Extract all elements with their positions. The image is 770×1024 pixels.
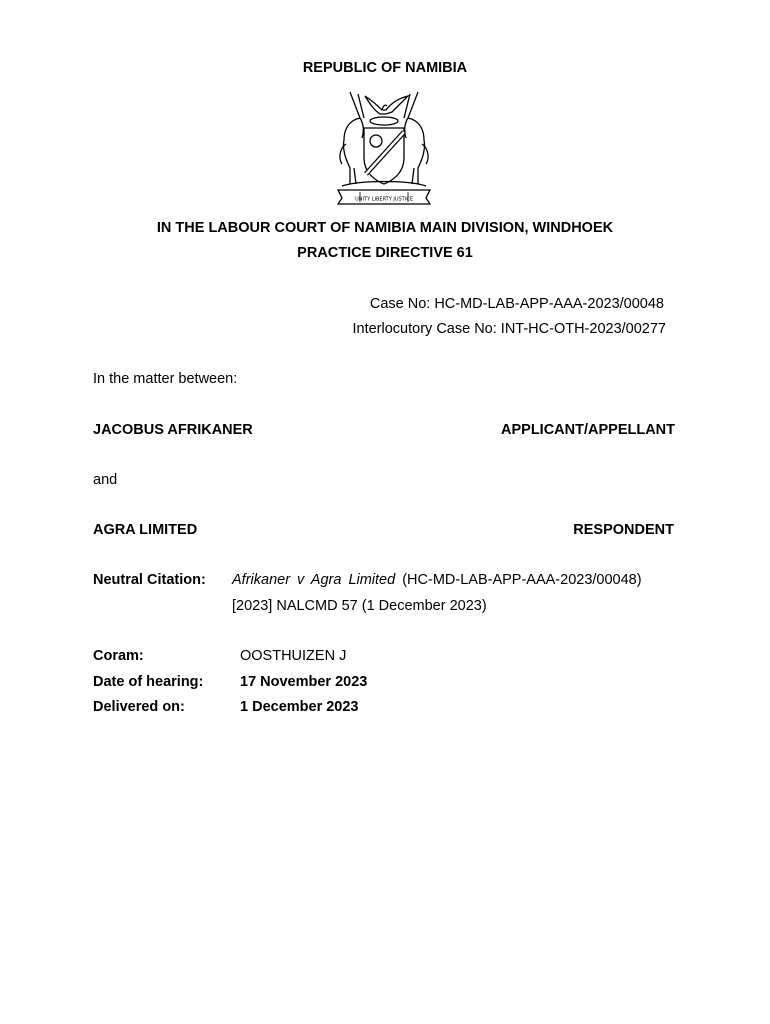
respondent-role: RESPONDENT <box>573 522 674 538</box>
respondent-name: AGRA LIMITED <box>93 522 198 538</box>
hearing-date-value: 17 November 2023 <box>240 674 368 690</box>
delivered-label: Delivered on: <box>93 699 185 715</box>
matter-intro: In the matter between: <box>93 371 238 387</box>
applicant-name: JACOBUS AFRIKANER <box>93 422 253 438</box>
coram-label: Coram: <box>93 648 144 664</box>
citation-case-ref: (HC-MD-LAB-APP-AAA-2023/00048) <box>395 572 642 588</box>
hearing-date-label: Date of hearing: <box>93 674 204 690</box>
citation-line-2: [2023] NALCMD 57 (1 December 2023) <box>232 598 487 614</box>
case-number: Case No: HC-MD-LAB-APP-AAA-2023/00048 <box>369 296 664 312</box>
coat-of-arms-icon <box>320 88 448 208</box>
republic-heading: REPUBLIC OF NAMIBIA <box>302 60 468 76</box>
citation-label: Neutral Citation: <box>93 572 206 588</box>
coram-value: OOSTHUIZEN J <box>240 648 347 664</box>
delivered-value: 1 December 2023 <box>240 699 359 715</box>
citation-case-name: Afrikaner v Agra Limited <box>232 572 396 588</box>
citation-line-1 <box>232 572 642 588</box>
court-title: IN THE LABOUR COURT OF NAMIBIA MAIN DIVISION, WINDHOEK <box>156 220 614 236</box>
interlocutory-case-number: Interlocutory Case No: INT-HC-OTH-2023/00277 <box>352 321 666 337</box>
party-conjunction: and <box>93 472 118 488</box>
svg-text:UNITY LIBERTY JUSTICE: UNITY LIBERTY JUSTICE <box>355 196 413 203</box>
practice-directive: PRACTICE DIRECTIVE 61 <box>297 245 473 261</box>
applicant-role: APPLICANT/APPELLANT <box>501 422 675 438</box>
